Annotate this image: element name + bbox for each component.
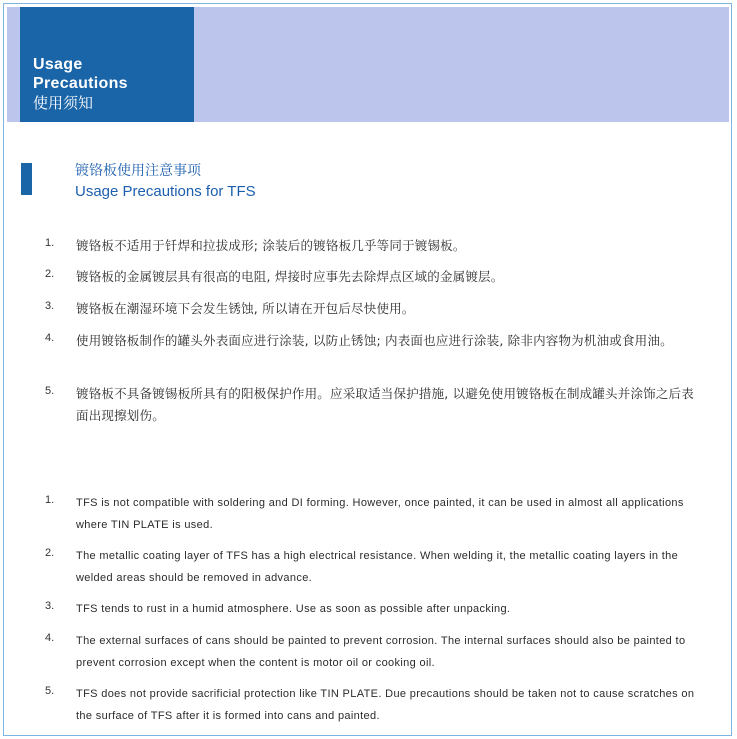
header-title-block bbox=[20, 7, 194, 122]
item-text: 镀铬板不具备镀锡板所具有的阳极保护作用。应采取适当保护措施, 以避免使用镀铬板在制成罐头并涂饰之后表面出现擦划伤。 bbox=[76, 386, 694, 423]
header-title-zh: 使用须知 bbox=[33, 94, 94, 112]
section-title-zh: 镀铬板使用注意事项 bbox=[75, 163, 201, 179]
item-number: 2. bbox=[45, 547, 55, 559]
item-text: 镀铬板在潮湿环境下会发生锈蚀, 所以请在开包后尽快使用。 bbox=[76, 301, 415, 316]
item-text: 使用镀铬板制作的罐头外表面应进行涂装, 以防止锈蚀; 内表面也应进行涂装, 除非内容物为机油或食用油。 bbox=[76, 333, 673, 348]
item-text: The metallic coating layer of TFS has a high electrical resistance. When welding it, the metallic coating layers in the welded areas should be removed in advance. bbox=[76, 550, 679, 584]
section-marker bbox=[21, 163, 32, 195]
section-title-en: Usage Precautions for TFS bbox=[75, 183, 256, 200]
header-title-en-line2: Precautions bbox=[33, 75, 128, 92]
item-text: TFS tends to rust in a humid atmosphere. Use as soon as possible after unpacking. bbox=[76, 603, 511, 615]
item-text: 镀铬板的金属镀层具有很高的电阻, 焊接时应事先去除焊点区域的金属镀层。 bbox=[76, 269, 504, 284]
item-number: 3. bbox=[45, 600, 55, 612]
header-title-en-line1: Usage bbox=[33, 56, 83, 73]
item-text: TFS does not provide sacrificial protection like TIN PLATE. Due precautions should be taken not to cause scratches on the surface of TFS after it is formed into cans and painted. bbox=[76, 688, 695, 722]
item-text: TFS is not compatible with soldering and DI forming. However, once painted, it can be used in almost all applications where TIN PLATE is used. bbox=[76, 497, 684, 531]
item-number: 3. bbox=[45, 300, 55, 312]
item-number: 4. bbox=[45, 332, 55, 344]
section-title bbox=[75, 161, 256, 202]
item-text: The external surfaces of cans should be painted to prevent corrosion. The internal surfaces should also be painted to prevent corrosion except when the content is motor oil or cooking oil. bbox=[76, 635, 686, 669]
item-number: 1. bbox=[45, 237, 55, 249]
item-number: 4. bbox=[45, 632, 55, 644]
item-number: 1. bbox=[45, 494, 55, 506]
item-text: 镀铬板不适用于钎焊和拉拔成形; 涂装后的镀铬板几乎等同于镀锡板。 bbox=[76, 238, 466, 253]
item-number: 5. bbox=[45, 685, 55, 697]
item-number: 5. bbox=[45, 385, 55, 397]
item-number: 2. bbox=[45, 268, 55, 280]
